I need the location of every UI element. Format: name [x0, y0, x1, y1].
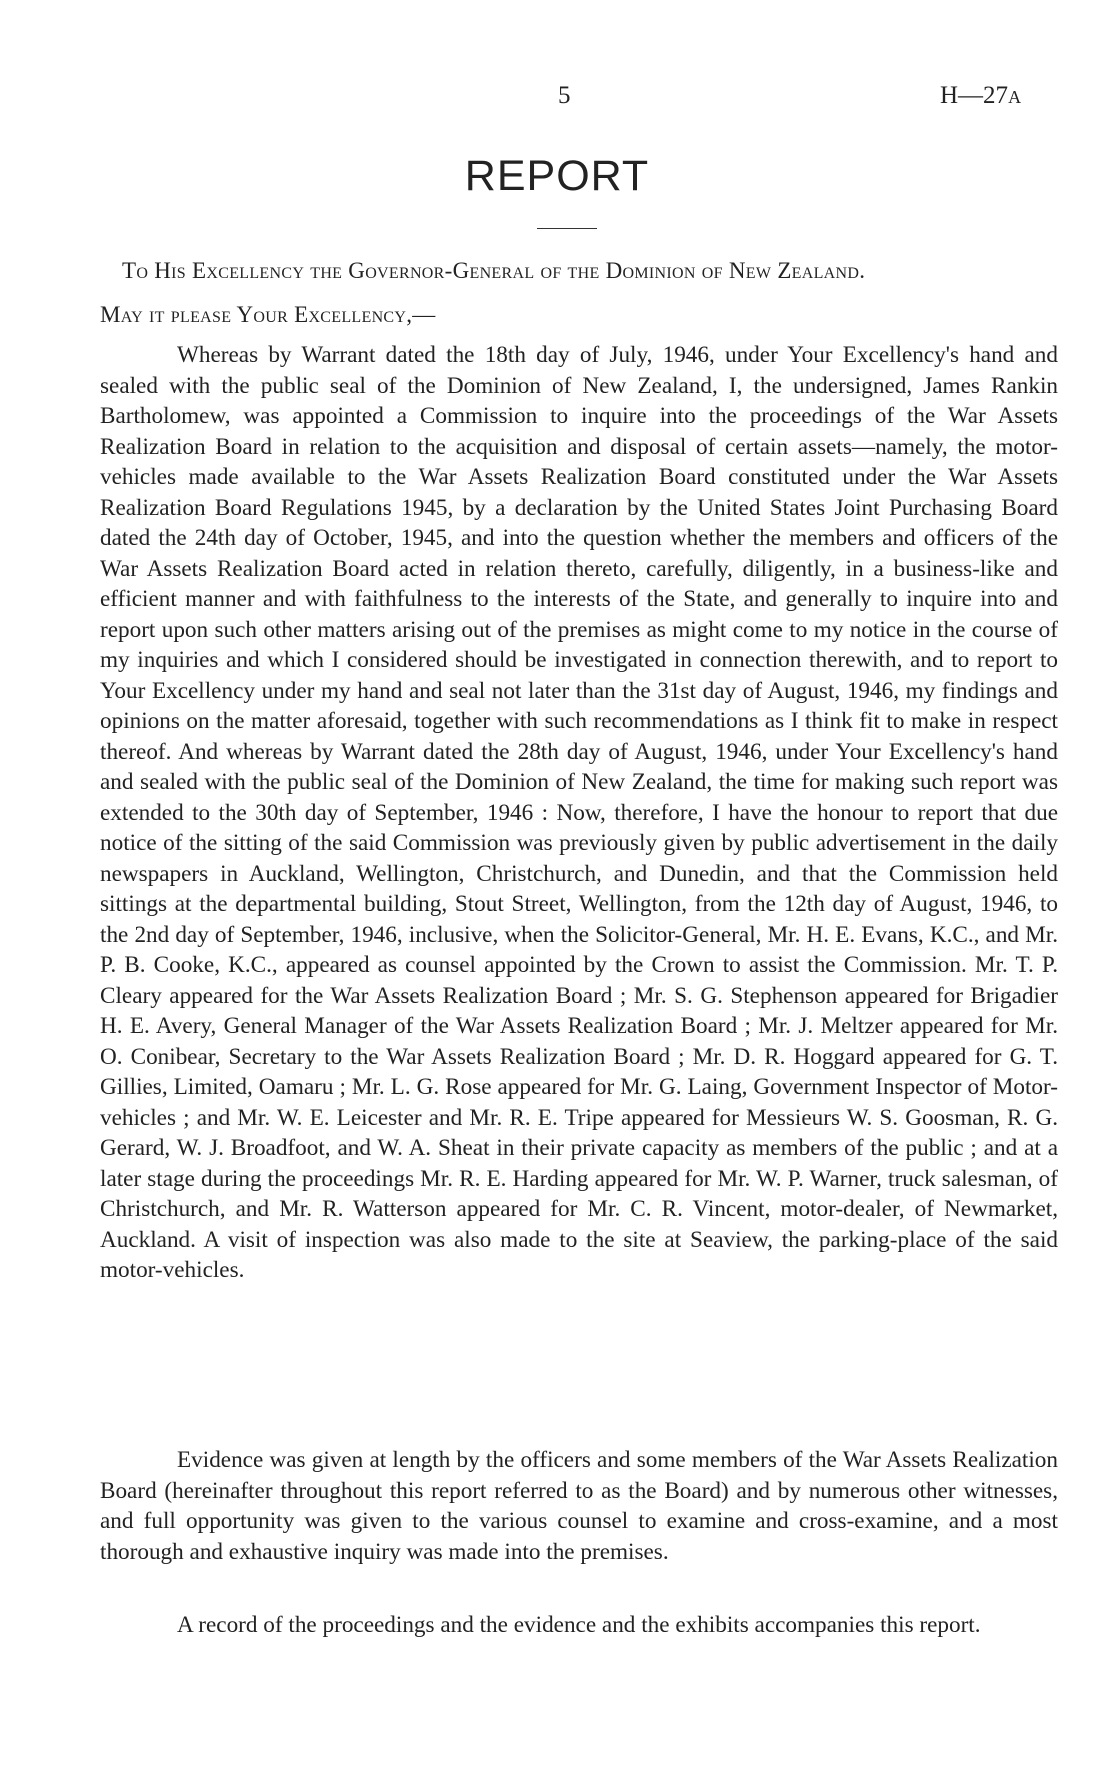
document-reference — [940, 82, 1021, 110]
paragraph-warrant: Whereas by Warrant dated the 18th day of July, 1946, under Your Excellency's hand and sealed with the public seal of the Dominion of New Zealand, I, the undersigned, James Rankin Bartholomew, was appointed a Commission to inquire into the proceedings of the War Assets Realization Board in relation to the acquisition and disposal of certain assets—namely, the motor-vehicles made available to the War Assets Realization Board constituted under the War Assets Realization Board Regulations 1945, by a declaration by the United States Joint Purchasing Board dated the 24th day of October, 1945, and into the question whether the members and officers of the War Assets Realization Board acted in relation thereto, carefully, diligently, in a business-like and efficient manner and with faithfulness to the interests of the State, and generally to inquire into and report upon such other matters arising out of the premises as might come to my notice in the course of my inquiries and which I considered should be investigated in connection therewith, and to report to Your Excellency under my hand and seal not later than the 31st day of August, 1946, my findings and opinions on the matter aforesaid, together with such recommendations as I think fit to make in respect thereof. And whereas by Warrant dated the 28th day of August, 1946, under Your Excellency's hand and sealed with the public seal of the Dominion of New Zealand, the time for making such report was extended to the 30th day of September, 1946 : Now, therefore, I have the honour to report that due notice of the sitting of the said Commission was previously given by public advertisement in the daily newspapers in Auckland, Wellington, Christchurch, and Dunedin, and that the Commission held sittings at the departmental building, Stout Street, Wellington, from the 12th day of August, 1946, to the 2nd day of September, 1946, inclusive, when the Solicitor-General, Mr. H. E. Evans, K.C., and Mr. P. B. Cooke, K.C., appeared as counsel appointed by the Crown to assist the Commission. Mr. T. P. Cleary appeared for the War Assets Realization Board ; Mr. S. G. Stephenson appeared for Brigadier H. E. Avery, General Manager of the War Assets Realization Board ; Mr. J. Meltzer appeared for Mr. O. Conibear, Secretary to the War Assets Realization Board ; Mr. D. R. Hoggard appeared for G. T. Gillies, Limited, Oamaru ; Mr. L. G. Rose appeared for Mr. G. Laing, Government Inspector of Motor-vehicles ; and Mr. W. E. Leicester and Mr. R. E. Tripe appeared for Messieurs W. S. Goosman, R. G. Gerard, W. J. Broadfoot, and W. A. Sheat in their private capacity as members of the public ; and at a later stage during the proceedings Mr. R. E. Harding appeared for Mr. W. P. Warner, truck salesman, of Christchurch, and Mr. R. Watterson appeared for Mr. C. R. Vincent, motor-dealer, of Newmarket, Auckland. A visit of inspection was also made to the site at Seaview, the parking-place of the said motor-vehicles. — [100, 342, 1058, 1283]
page-number: 5 — [558, 82, 571, 109]
title-divider — [537, 228, 597, 229]
paragraph-evidence: Evidence was given at length by the officers and some members of the War Assets Realization Board (hereinafter throughout this report referred to as the Board) and by numerous other witnesses, and full opportunity was given to the various counsel to examine and cross-examine, and a most thorough and exhaustive inquiry was made into the premises. — [100, 1447, 1058, 1565]
document-reference-suffix: A — [1008, 87, 1022, 107]
salutation-line: May it please Your Excellency,— — [100, 302, 436, 327]
paragraph-record: A record of the proceedings and the evidence and the exhibits accompanies this report. — [177, 1612, 981, 1638]
addressee-line: To His Excellency the Governor-General of the Dominion of New Zealand. — [122, 258, 866, 283]
report-title: REPORT — [464, 152, 650, 200]
document-reference-main: H—27 — [940, 82, 1009, 109]
